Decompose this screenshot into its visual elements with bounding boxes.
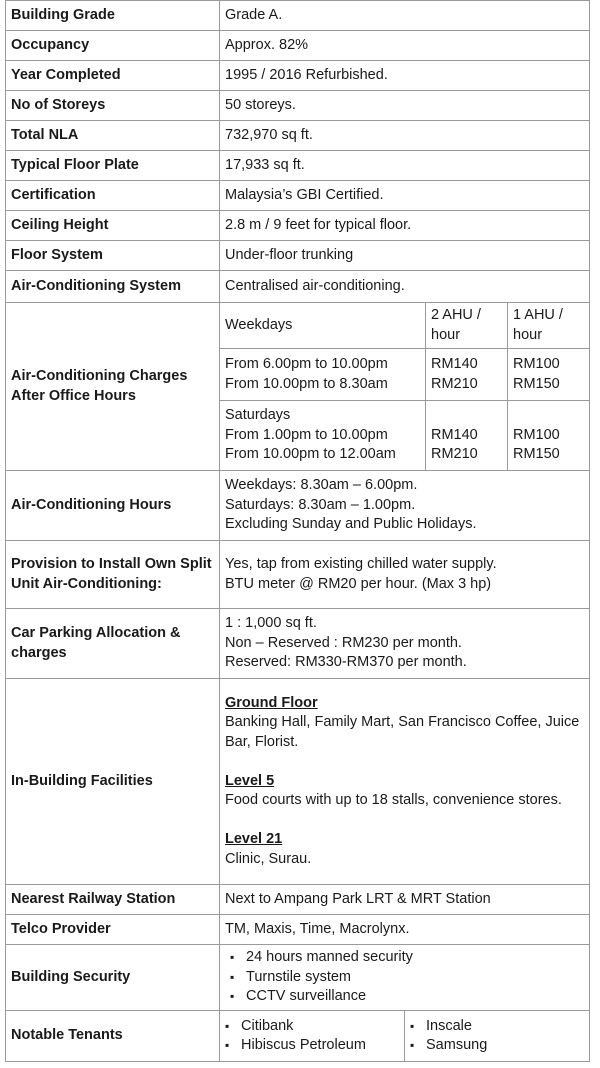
label-security: Building Security <box>6 945 220 1011</box>
value-ac-hours <box>220 471 590 541</box>
weekday-2ahu-rate-1: RM140 <box>431 356 478 372</box>
facilities-level21-text: Clinic, Surau. <box>225 850 312 867</box>
row-total-nla <box>6 121 590 151</box>
security-item: ▪ Turnstile system <box>225 968 584 988</box>
saturday-1ahu-rate-2: RM150 <box>513 446 560 463</box>
security-item: ▪ 24 hours manned security <box>225 948 584 968</box>
ac-charges-saturday-2ahu <box>426 401 508 471</box>
label-occupancy: Occupancy <box>6 31 220 61</box>
label-telco: Telco Provider <box>6 915 220 945</box>
row-building-grade <box>6 1 590 31</box>
value-occupancy: Approx. 82% <box>220 31 590 61</box>
row-ac-charges-header <box>6 303 590 349</box>
label-certification: Certification <box>6 181 220 211</box>
ac-charges-weekday-periods <box>220 349 426 401</box>
ac-charges-period-header: Weekdays <box>220 303 426 349</box>
ac-charges-weekday-1ahu <box>508 349 590 401</box>
facilities-ground-title: Ground Floor <box>225 694 318 711</box>
tenant-item: ▪ Hibiscus Petroleum <box>220 1036 404 1056</box>
row-telco <box>6 915 590 945</box>
value-facilities <box>220 679 590 885</box>
label-year-completed: Year Completed <box>6 61 220 91</box>
value-storeys: 50 storeys. <box>220 91 590 121</box>
row-car-parking <box>6 609 590 679</box>
row-railway <box>6 885 590 915</box>
ac-charges-saturday-1ahu <box>508 401 590 471</box>
label-total-nla: Total NLA <box>6 121 220 151</box>
row-floor-plate <box>6 151 590 181</box>
facilities-level5-text: Food courts with up to 18 stalls, convenience stores. <box>225 792 562 809</box>
value-railway: Next to Ampang Park LRT & MRT Station <box>220 885 590 915</box>
value-floor-system: Under-floor trunking <box>220 241 590 271</box>
saturday-1ahu-rate-1: RM100 <box>513 426 560 443</box>
weekday-period-1: From 6.00pm to 10.00pm <box>225 356 388 372</box>
value-year-completed: 1995 / 2016 Refurbished. <box>220 61 590 91</box>
weekday-1ahu-rate-2: RM150 <box>513 375 560 392</box>
value-security <box>220 945 590 1011</box>
value-split-unit <box>220 541 590 609</box>
ac-charges-col2-header: 1 AHU / hour <box>508 303 590 349</box>
building-spec-table <box>5 0 590 1062</box>
row-split-unit <box>6 541 590 609</box>
row-occupancy <box>6 31 590 61</box>
label-ac-hours: Air-Conditioning Hours <box>6 471 220 541</box>
row-floor-system <box>6 241 590 271</box>
row-storeys <box>6 91 590 121</box>
facilities-level21-title: Level 21 <box>225 831 283 848</box>
saturday-period-2: From 10.00pm to 12.00am <box>225 446 396 463</box>
facilities-ground-text: Banking Hall, Family Mart, San Francisco Coffee, Juice Bar, Florist. <box>225 714 580 750</box>
label-storeys: No of Storeys <box>6 91 220 121</box>
facilities-level5-title: Level 5 <box>225 772 275 789</box>
label-railway: Nearest Railway Station <box>6 885 220 915</box>
value-certification: Malaysia’s GBI Certified. <box>220 181 590 211</box>
row-year-completed <box>6 61 590 91</box>
ac-hours-line-2: Saturdays: 8.30am – 1.00pm. <box>225 496 416 513</box>
row-ac-hours <box>6 471 590 541</box>
saturday-2ahu-rate-2: RM210 <box>431 446 478 463</box>
label-car-parking: Car Parking Allocation & charges <box>6 609 220 679</box>
security-item: ▪ CCTV surveillance <box>225 987 584 1007</box>
label-ac-system: Air-Conditioning System <box>6 271 220 303</box>
row-ac-system <box>6 271 590 303</box>
car-parking-line-2: Non – Reserved : RM230 per month. <box>225 634 462 651</box>
value-floor-plate: 17,933 sq ft. <box>220 151 590 181</box>
tenant-item: ▪ Citibank <box>220 1017 404 1037</box>
value-tenants <box>220 1011 590 1062</box>
value-ac-system: Centralised air-conditioning. <box>220 271 590 303</box>
weekday-1ahu-rate-1: RM100 <box>513 356 560 372</box>
ac-charges-saturday-periods <box>220 401 426 471</box>
label-ceiling-height: Ceiling Height <box>6 211 220 241</box>
weekday-period-2: From 10.00pm to 8.30am <box>225 375 388 392</box>
saturday-title: Saturdays <box>225 407 291 424</box>
car-parking-line-3: Reserved: RM330-RM370 per month. <box>225 654 467 671</box>
label-building-grade: Building Grade <box>6 1 220 31</box>
split-unit-line-2: BTU meter @ RM20 per hour. (Max 3 hp) <box>225 575 492 592</box>
ac-charges-weekday-2ahu <box>426 349 508 401</box>
row-tenants <box>6 1011 590 1062</box>
row-facilities <box>6 679 590 885</box>
value-ceiling-height: 2.8 m / 9 feet for typical floor. <box>220 211 590 241</box>
label-ac-charges: Air-Conditioning Charges After Office Hours <box>6 303 220 471</box>
tenants-column-2 <box>405 1011 589 1061</box>
label-facilities: In-Building Facilities <box>6 679 220 885</box>
ac-charges-col1-header: 2 AHU / hour <box>426 303 508 349</box>
tenants-column-1 <box>220 1011 405 1061</box>
label-tenants: Notable Tenants <box>6 1011 220 1062</box>
tenant-item: ▪ Samsung <box>405 1036 589 1056</box>
saturday-period-1: From 1.00pm to 10.00pm <box>225 426 388 443</box>
label-split-unit: Provision to Install Own Split Unit Air-Conditioning: <box>6 541 220 609</box>
value-telco: TM, Maxis, Time, Macrolynx. <box>220 915 590 945</box>
saturday-2ahu-rate-1: RM140 <box>431 426 478 443</box>
value-building-grade: Grade A. <box>220 1 590 31</box>
ac-hours-line-3: Excluding Sunday and Public Holidays. <box>225 516 477 533</box>
ac-hours-line-1: Weekdays: 8.30am – 6.00pm. <box>225 477 418 494</box>
value-total-nla: 732,970 sq ft. <box>220 121 590 151</box>
weekday-2ahu-rate-2: RM210 <box>431 375 478 392</box>
label-floor-plate: Typical Floor Plate <box>6 151 220 181</box>
label-floor-system: Floor System <box>6 241 220 271</box>
row-ceiling-height <box>6 211 590 241</box>
value-car-parking <box>220 609 590 679</box>
row-security <box>6 945 590 1011</box>
car-parking-line-1: 1 : 1,000 sq ft. <box>225 615 317 632</box>
row-certification <box>6 181 590 211</box>
tenant-item: ▪ Inscale <box>405 1017 589 1037</box>
split-unit-line-1: Yes, tap from existing chilled water supply. <box>225 556 497 572</box>
